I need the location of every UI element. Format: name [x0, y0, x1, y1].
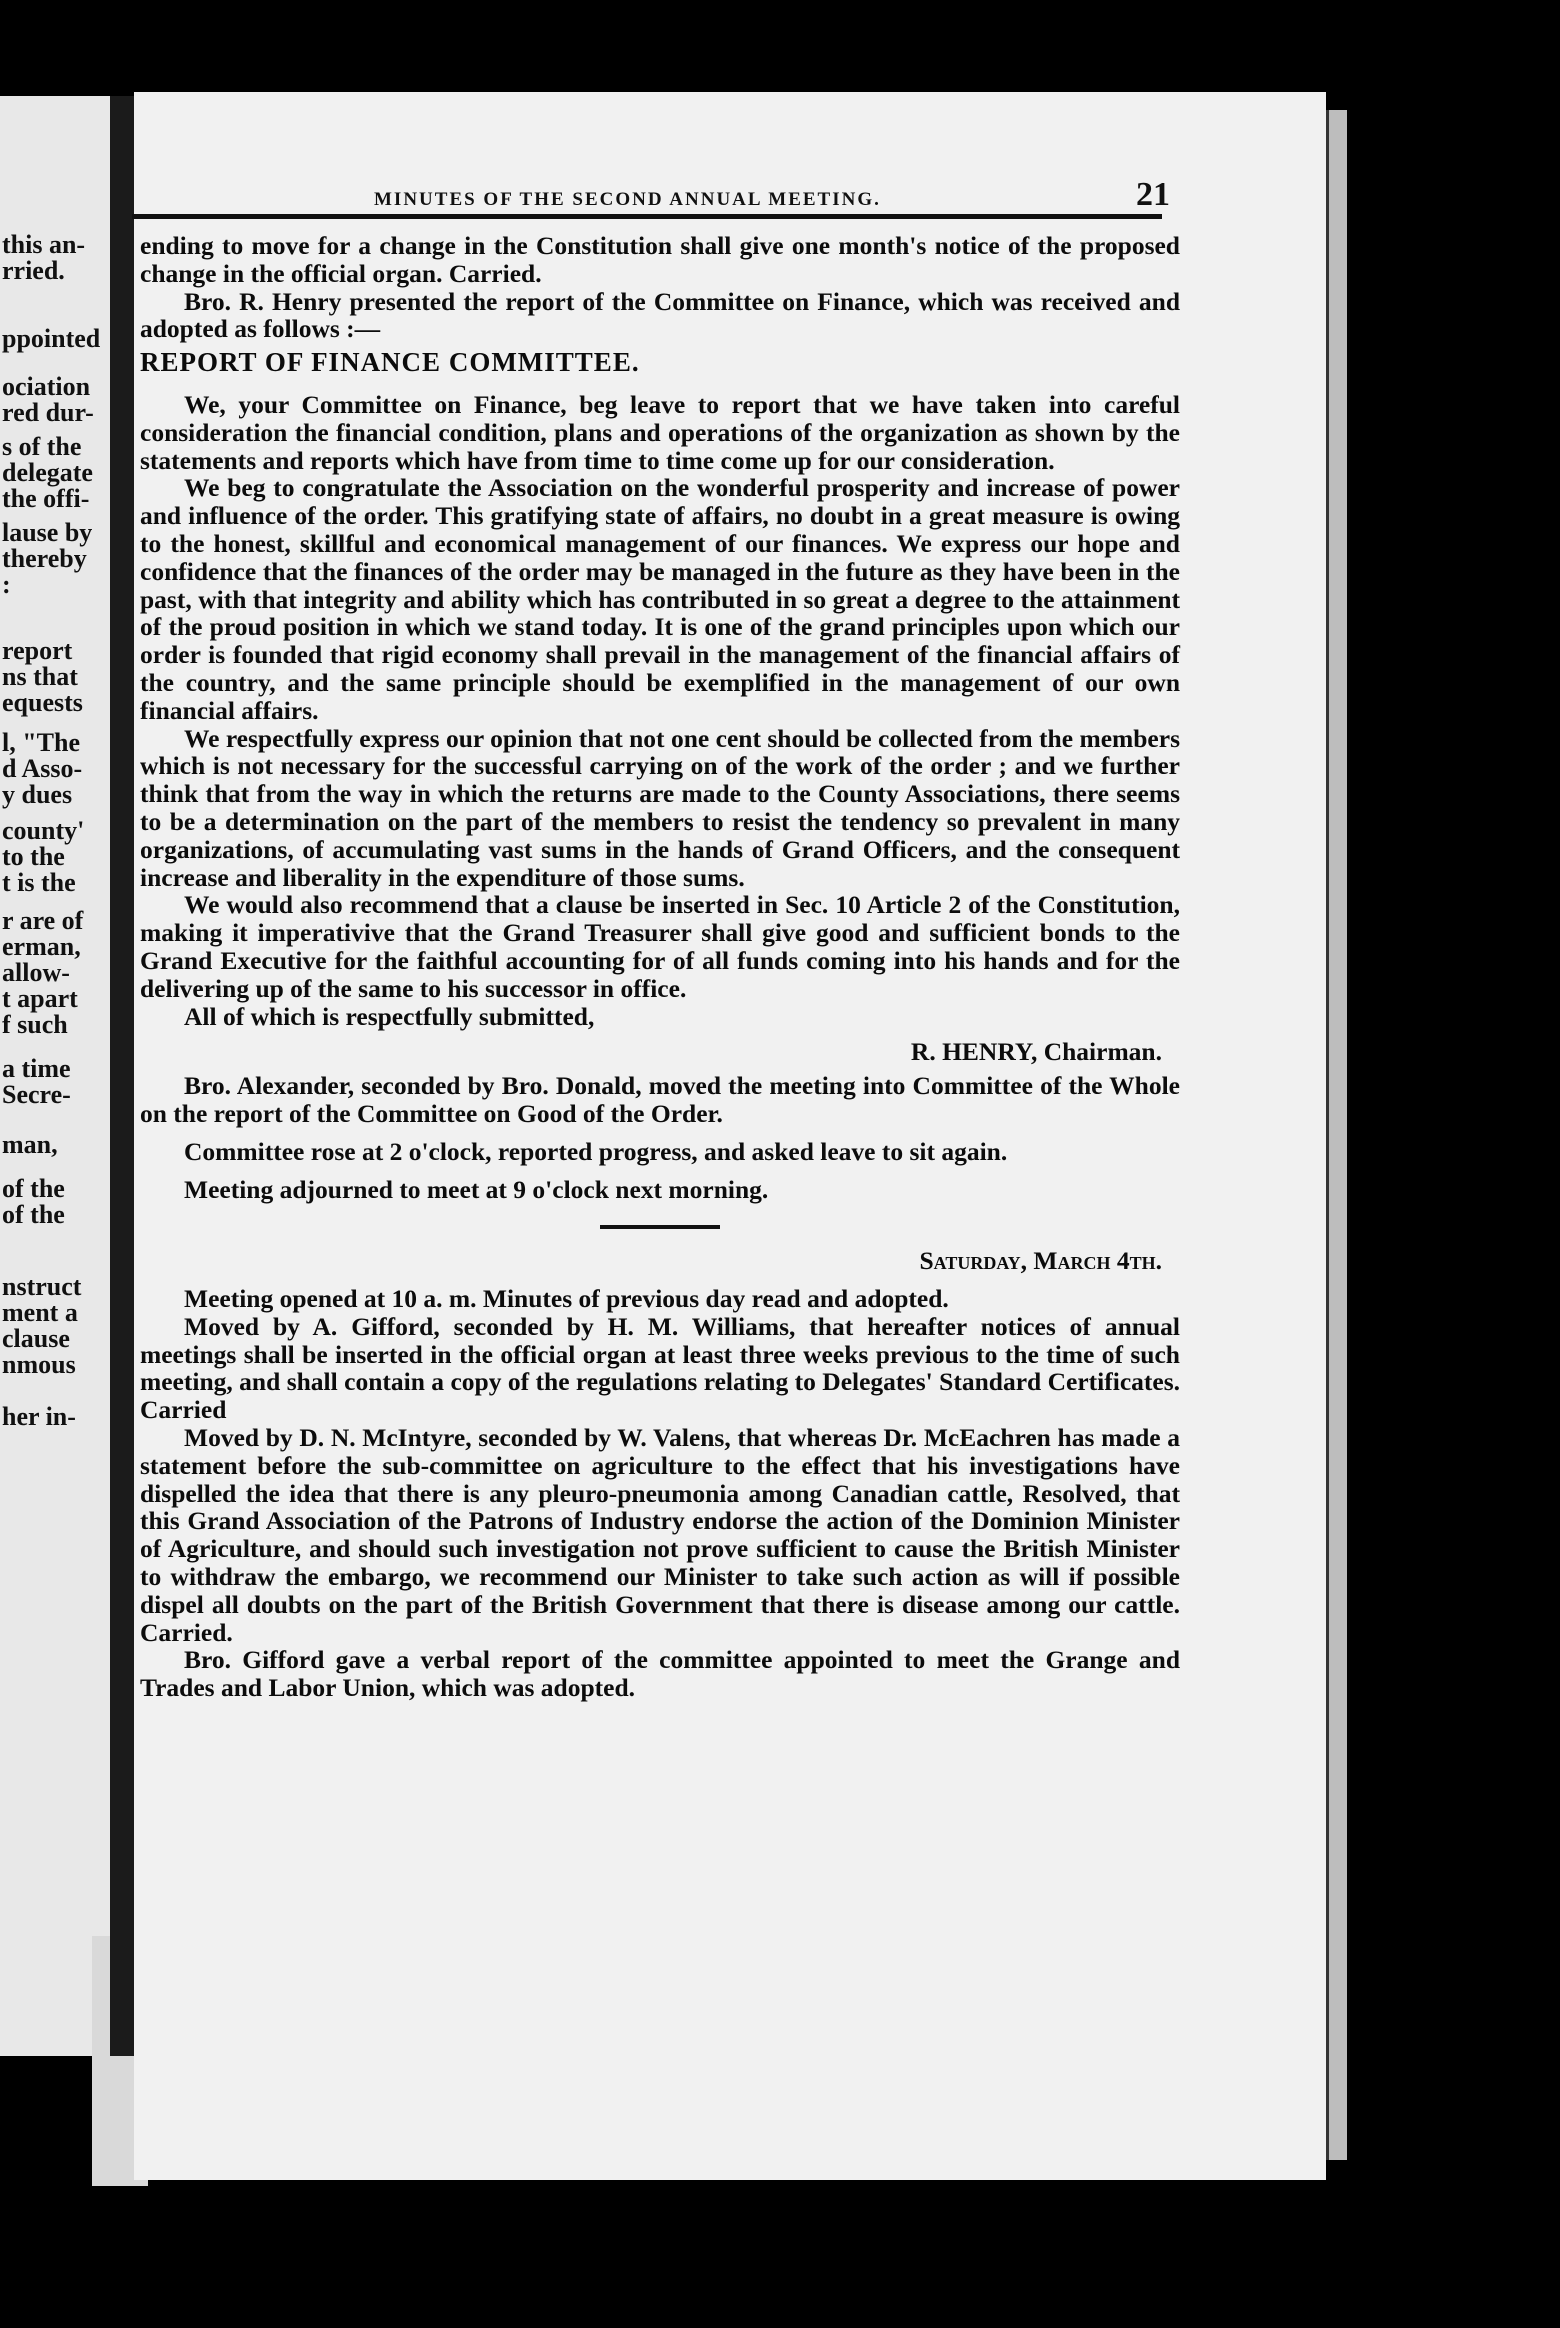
facing-page-text: clause: [2, 1324, 70, 1353]
facing-page-text: Secre-: [2, 1080, 71, 1109]
paragraph: We beg to congratulate the Association on the wonderful prosperity and increase of power and influence of the order. This gratifying state of affairs, no doubt in a great measure is owing to the honest, skillful and economical management of our finances. We express our hope and confidence that the finances of the order may be managed in the future as they have been in the past, with that integrity and ability which has contributed in so great a degree to the attainment of the proud position in which we stand today. It is one of the grand principles upon which our order is founded that rigid economy shall prevail in the management of the financial affairs of the country, and the same principle should be exemplified in the management of our own financial affairs.: [140, 473, 1180, 725]
facing-page-text: s of the: [2, 432, 82, 461]
page-edge: [1326, 110, 1347, 2160]
facing-page-text: f such: [2, 1010, 68, 1039]
paragraph: We, your Committee on Finance, beg leave to report that we have taken into careful consideration the financial condition, plans and operations of the organization as shown by the statements and reports which have from time to time come up for our consideration.: [140, 389, 1180, 475]
facing-page-text: erman,: [2, 932, 81, 961]
facing-page-text: this an-: [2, 230, 86, 259]
facing-page-text: the offi-: [2, 484, 90, 513]
paragraph: ending to move for a change in the Constitution shall give one month's notice of the proposed change in the official organ. Carried.: [140, 231, 1180, 288]
facing-page-text: r are of: [2, 906, 84, 935]
facing-page-text: lause by: [2, 518, 93, 547]
facing-page-text: a time: [2, 1054, 71, 1083]
paragraph: We respectfully express our opinion that not one cent should be collected from the members which is not necessary for the successful carrying on of the work of the order ; and we further think that from the way in which the returns are made to the County Associations, there seems to be a determination on the part of the members to resist the tendency so prevalent in many organizations, of accumulating vast sums in the hands of Grand Officers, and the consequent increase and liberality in the expenditure of those sums.: [140, 723, 1180, 892]
facing-page: [0, 96, 110, 2056]
facing-page-text: to the: [2, 842, 65, 871]
paragraph: Bro. Alexander, seconded by Bro. Donald, moved the meeting into Committee of the Whole on the report of the Committee on Good of the Order.: [140, 1071, 1180, 1128]
paragraph: Moved by D. N. McIntyre, seconded by W. Valens, that whereas Dr. McEachren has made a statement before the sub-committee on agriculture to the effect that his investigations have dispelled the idea that there is any pleuro-pneumonia among Canadian cattle, Resolved, that this Grand Association of the Patrons of Industry endorse the action of the Dominion Minister of Agriculture, and should such investigation not prove sufficient to cause the British Minister to withdraw the embargo, we recommend our Minister to take such action as will if possible dispel all doubts on the part of the British Government that there is disease among our cattle. Carried.: [140, 1423, 1180, 1647]
facing-page-text: ppointed: [2, 324, 101, 353]
facing-page-text: :: [2, 570, 11, 599]
facing-page-text: report: [2, 636, 73, 665]
facing-page-text: ns that: [2, 662, 78, 691]
facing-page-text: man,: [2, 1130, 58, 1159]
facing-page-text: l, "The: [2, 728, 80, 757]
paragraph: Committee rose at 2 o'clock, reported progress, and asked leave to sit again.: [184, 1136, 1008, 1166]
facing-page-text: nmous: [2, 1350, 76, 1379]
page-number: 21: [1136, 176, 1170, 213]
paragraph: We would also recommend that a clause be inserted in Sec. 10 Article 2 of the Constitution, making it imperativive that the Grand Treasurer shall give good and sufficient bonds to the Grand Executive for the faithful accounting for of all funds coming into his hands and for the delivering up of the same to his successor in office.: [140, 890, 1180, 1003]
paragraph: Moved by A. Gifford, seconded by H. M. Williams, that hereafter notices of annual meetings shall be inserted in the official organ at least three weeks previous to the time of such meeting, and shall contain a copy of the regulations relating to Delegates' Standard Certificates. Carried: [140, 1311, 1180, 1425]
book-gutter: [110, 96, 134, 2056]
paragraph: Bro. R. Henry presented the report of the Committee on Finance, which was received and adopted as follows :—: [140, 286, 1180, 344]
paragraph: All of which is respectfully submitted,: [184, 1001, 595, 1031]
facing-page-text: t is the: [2, 868, 76, 897]
header-rule: [132, 214, 1162, 219]
facing-page-text: county': [2, 816, 85, 845]
paragraph: Bro. Gifford gave a verbal report of the committee appointed to meet the Grange and Trades and Labor Union, which was adopted.: [140, 1645, 1180, 1703]
facing-page-text: of the: [2, 1174, 65, 1203]
facing-page-text: ociation: [2, 372, 91, 401]
facing-page-text: red dur-: [2, 398, 94, 427]
facing-page-text: delegate: [2, 458, 93, 487]
facing-page-text: t apart: [2, 984, 78, 1013]
page-header: [250, 176, 1170, 214]
running-head: MINUTES OF THE SECOND ANNUAL MEETING.: [374, 189, 881, 210]
section-divider: [600, 1225, 720, 1229]
signature: R. HENRY, Chairman.: [910, 1037, 1162, 1067]
report-heading: REPORT OF FINANCE COMMITTEE.: [140, 347, 640, 378]
paragraph: Meeting opened at 10 a. m. Minutes of previous day read and adopted.: [184, 1284, 949, 1314]
facing-page-text: rried.: [2, 256, 65, 285]
facing-page-text: thereby: [2, 544, 87, 573]
facing-page-text: allow-: [2, 958, 70, 987]
page-body: [140, 232, 1180, 1702]
facing-page-text: d Asso-: [2, 754, 83, 783]
paragraph: Meeting adjourned to meet at 9 o'clock next morning.: [184, 1174, 769, 1204]
facing-page-text: nstruct: [2, 1272, 82, 1301]
facing-page-text: equests: [2, 688, 83, 717]
date-line: Saturday, March 4th.: [919, 1246, 1162, 1276]
facing-page-text: ment a: [2, 1298, 78, 1327]
facing-page-text: her in-: [2, 1402, 76, 1431]
facing-page-text: of the: [2, 1200, 65, 1229]
facing-page-text: y dues: [2, 780, 73, 809]
